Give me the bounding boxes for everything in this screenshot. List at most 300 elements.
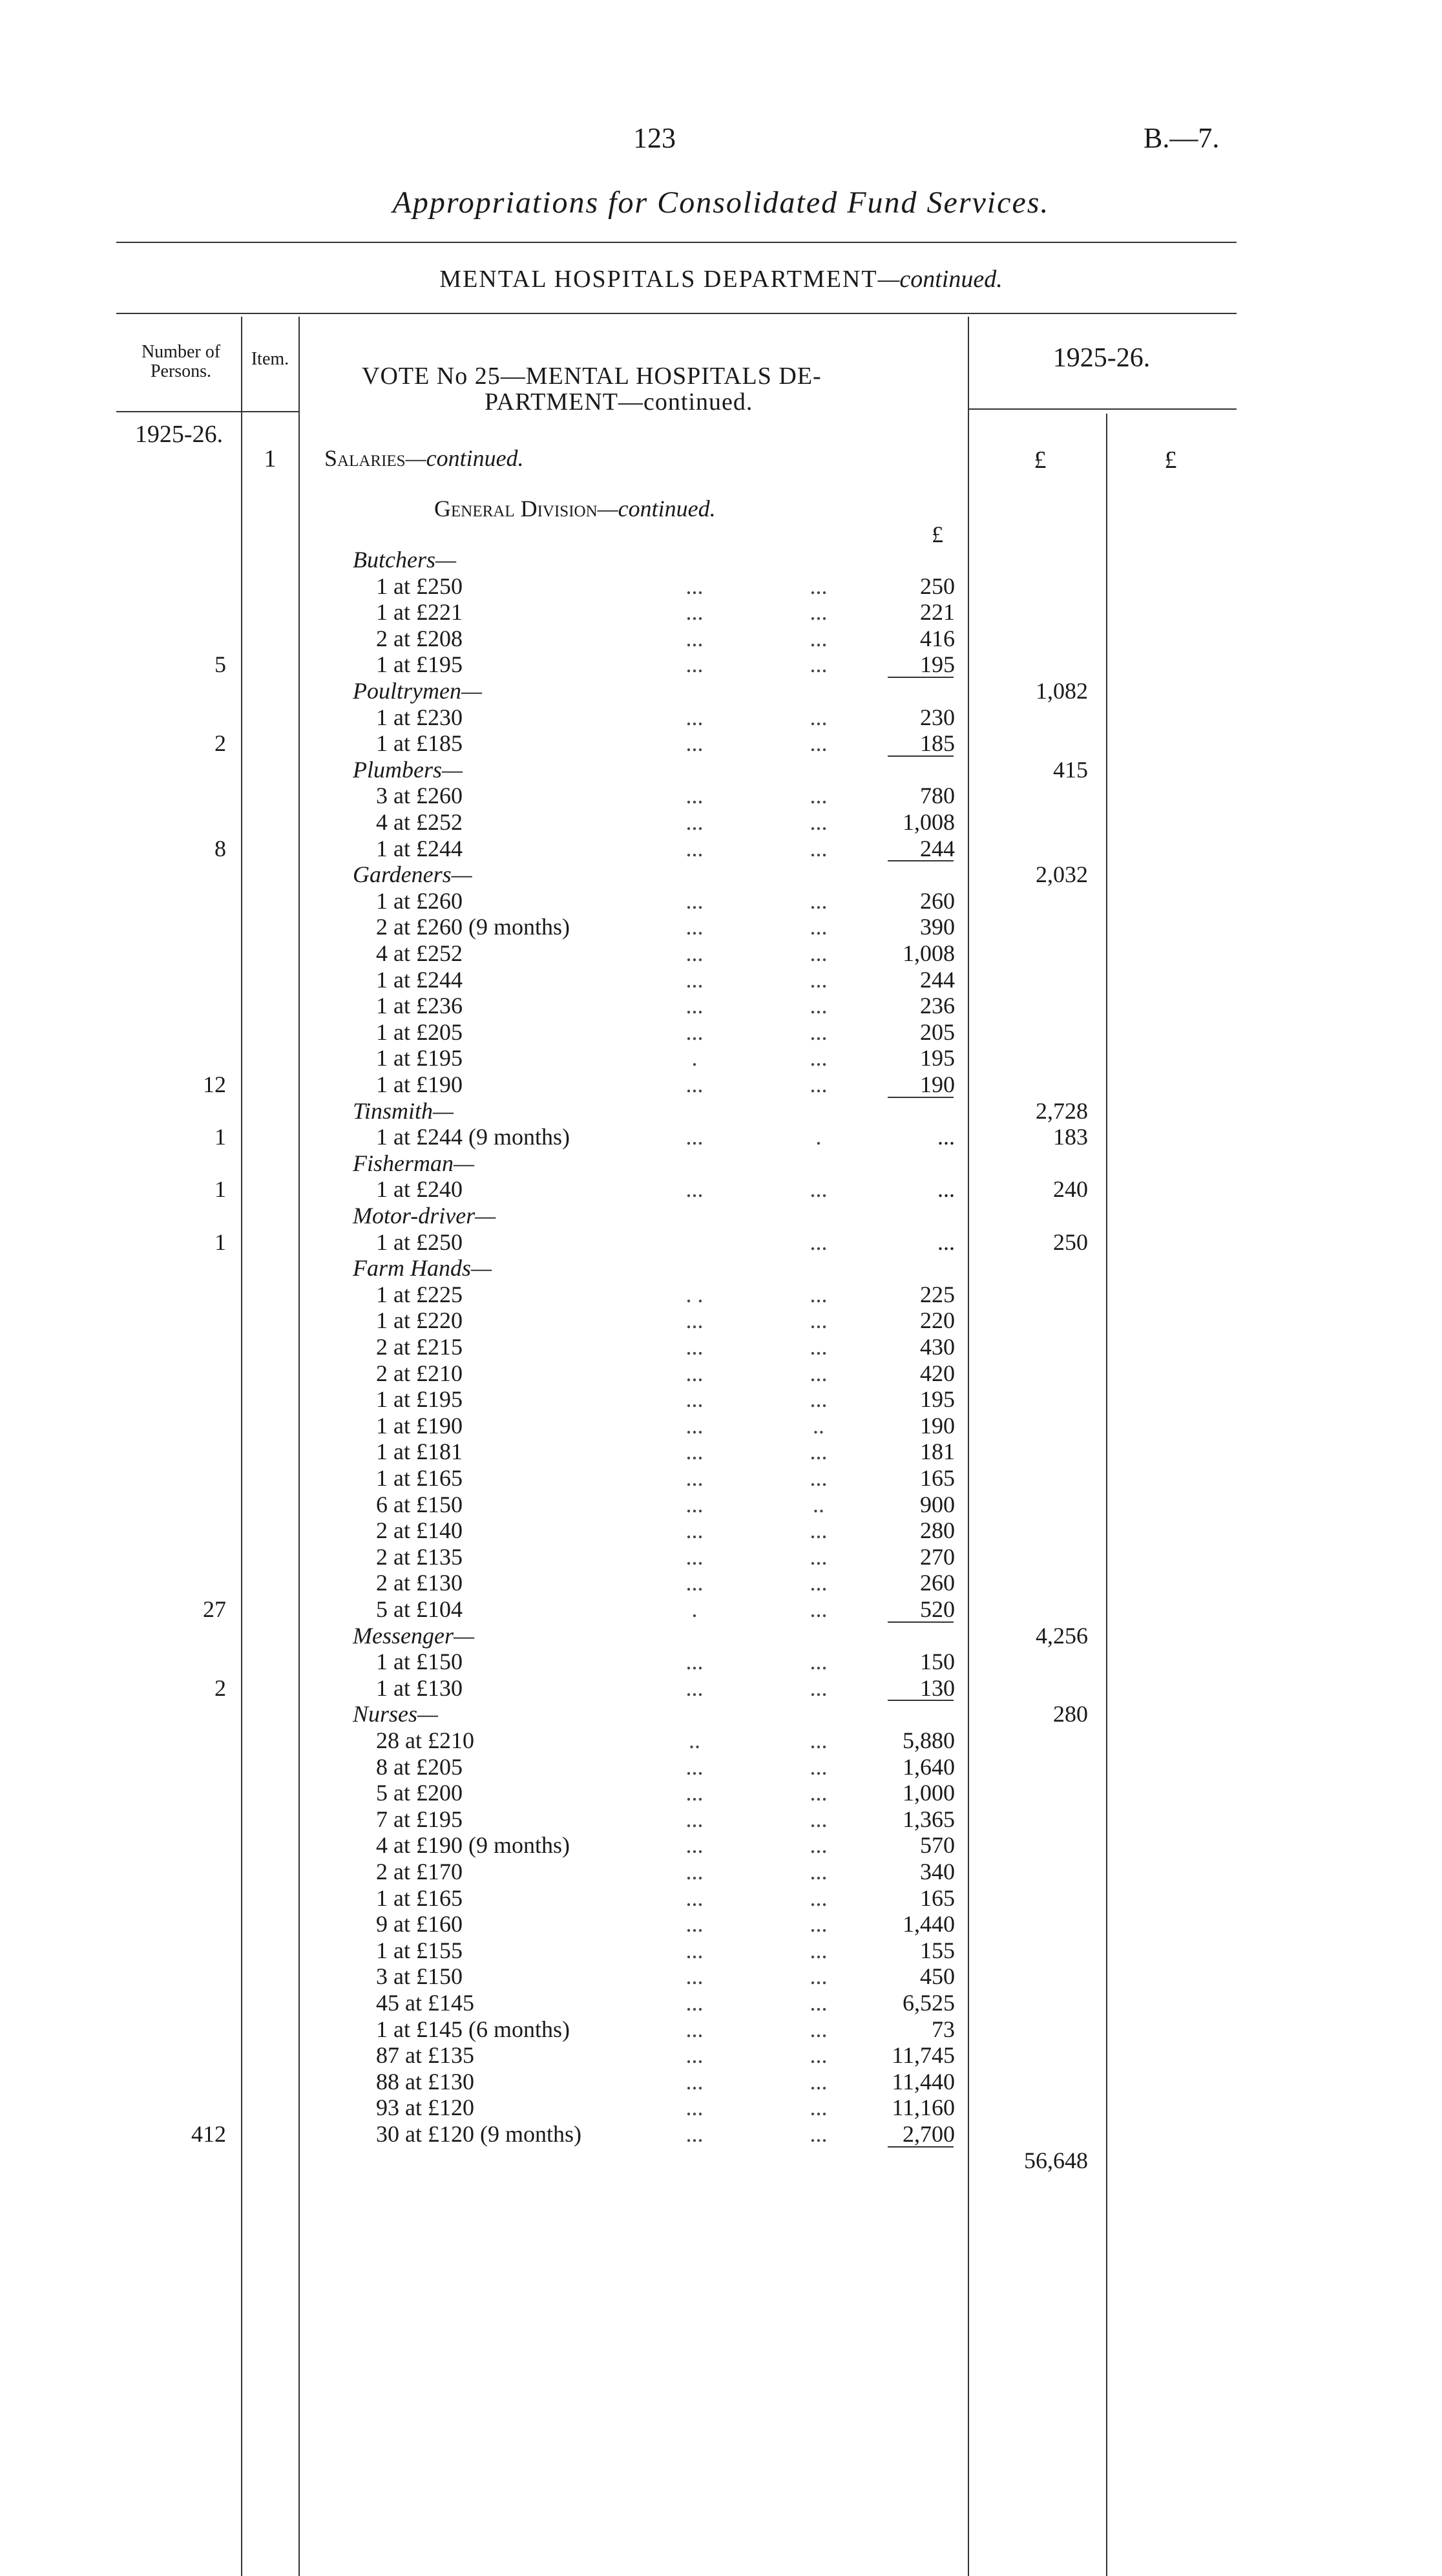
table-row [0,1832,1442,1858]
line-amount: 11,160 [892,2095,955,2121]
leader-dots: . [691,1596,698,1622]
leader-dots: ... [810,1334,828,1360]
leader-dots: ... [810,1963,828,1990]
rate-description: 87 at £135 [376,2042,474,2069]
line-amount: 270 [920,1543,955,1570]
table-row [0,1465,1442,1491]
leader-dots: ... [810,1753,828,1780]
table-row [0,1229,1442,1255]
persons-count: 1 [214,1229,226,1255]
item-heading: Item. [251,349,289,369]
rate-description: 2 at £260 (9 months) [376,914,570,940]
rate-description: 88 at £130 [376,2068,474,2095]
leader-dots: ... [810,1543,828,1570]
leader-dots: ... [685,1649,704,1675]
rate-description: 1 at £221 [376,599,463,626]
table-row [0,2069,1442,2095]
rate-description: 2 at £135 [376,1543,463,1570]
subtotal-rule [888,2146,954,2148]
group-total: 250 [1053,1229,1088,1255]
number-heading-rule [116,411,298,412]
line-amount: 195 [920,1386,955,1413]
rate-description: 30 at £120 (9 months) [376,2121,581,2147]
rate-description: 2 at £140 [376,1517,463,1544]
persons-count: 2 [214,730,226,757]
rate-description: 4 at £252 [376,940,463,966]
table-row [0,1072,1442,1097]
leader-dots: ... [685,1334,704,1360]
rate-description: 1 at £145 (6 months) [376,2016,570,2042]
leader-dots: ... [685,1360,704,1386]
leader-dots: ... [810,730,828,757]
pound-sign-column-1: £ [1034,447,1047,474]
line-amount: 1,000 [903,1780,955,1806]
leader-dots: ... [810,1386,828,1413]
table-row [0,1019,1442,1045]
leader-dots: ... [810,1045,828,1072]
table-row [0,1675,1442,1701]
table-row [0,1754,1442,1780]
rate-description: 93 at £120 [376,2095,474,2121]
rate-description: 1 at £205 [376,1019,463,1045]
salaries-label: Salaries [324,445,406,471]
leader-dots: ... [685,887,704,914]
line-amount: 416 [920,625,955,651]
rate-description: 1 at £165 [376,1884,463,1911]
line-amount: 1,008 [903,809,955,835]
group-total: 415 [1053,756,1088,783]
group-total: 56,648 [1024,2147,1088,2173]
line-amount: 225 [920,1281,955,1307]
rate-description: 9 at £160 [376,1911,463,1937]
leader-dots: ... [810,1911,828,1937]
table-row [0,730,1442,756]
leader-dots: ... [810,1806,828,1832]
rate-description: 1 at £185 [376,730,463,757]
table-row [0,1360,1442,1386]
table-row [0,547,1442,573]
rate-description: 4 at £190 (9 months) [376,1832,570,1859]
line-amount: 165 [920,1884,955,1911]
table-row [0,757,1442,783]
department-name: MENTAL HOSPITALS DEPARTMENT [439,266,878,293]
group-total: 4,256 [1036,1622,1088,1649]
table-row [0,1492,1442,1517]
leader-dots: ... [810,1176,828,1203]
leader-dots: ... [810,1884,828,1911]
leader-dots: ... [810,1307,828,1334]
table-row [0,573,1442,599]
table-row [0,809,1442,835]
group-total: 2,032 [1036,861,1088,888]
leader-dots: ... [685,1072,704,1097]
line-amount: 1,640 [903,1753,955,1780]
subtotal-rule [888,1700,954,1701]
leader-dots: ... [810,1465,828,1491]
leader-dots: .. [813,1491,824,1517]
line-amount: 130 [920,1674,955,1701]
category-heading: Nurses— [353,1701,439,1727]
persons-count: 412 [191,2121,226,2147]
page-number: 123 [633,122,676,154]
line-amount: 11,440 [892,2068,955,2095]
line-amount: 150 [920,1649,955,1675]
persons-count: 8 [214,835,226,861]
table-row [0,2095,1442,2120]
leader-dots: . . [685,1281,704,1307]
rate-description: 1 at £195 [376,651,463,678]
line-amount: 520 [920,1596,955,1622]
table-row [0,678,1442,704]
line-amount: 450 [920,1963,955,1990]
rate-description: 1 at £250 [376,573,463,599]
leader-dots: ... [685,2016,704,2042]
leader-dots: ... [810,651,828,678]
table-row [0,2148,1442,2173]
line-amount: 221 [920,599,955,626]
line-amount: 155 [920,1937,955,1963]
persons-count: 27 [203,1596,226,1622]
table-row [0,888,1442,914]
number-of-persons-heading: Number of Persons. [141,342,221,381]
leader-dots: ... [810,940,828,966]
rate-description: 7 at £195 [376,1806,463,1832]
leader-dots: ... [685,1570,704,1596]
leader-dots: . [815,1124,822,1150]
leader-dots: ... [685,1990,704,2016]
subtotal-rule [888,677,954,678]
table-row [0,1176,1442,1202]
leader-dots: ... [810,2095,828,2121]
category-heading: Plumbers— [353,756,463,783]
table-row [0,1544,1442,1570]
table-row [0,1045,1442,1071]
category-heading: Messenger— [353,1622,474,1649]
line-amount: 195 [920,1045,955,1072]
rate-description: 1 at £165 [376,1465,463,1491]
leader-dots: ... [810,1649,828,1675]
leader-dots: ... [685,2121,704,2147]
rate-description: 1 at £130 [376,1674,463,1701]
leader-dots: ... [810,2121,828,2147]
leader-dots: ... [685,704,704,730]
line-amount: 1,365 [903,1806,955,1832]
rate-description: 4 at £252 [376,809,463,835]
pound-sign-column-2: £ [1164,447,1177,474]
rate-description: 1 at £236 [376,993,463,1019]
rate-description: 1 at £181 [376,1439,463,1465]
table-row [0,783,1442,808]
group-total: 183 [1053,1124,1088,1150]
line-amount: 340 [920,1859,955,1884]
line-amount: 430 [920,1334,955,1360]
rate-description: 6 at £150 [376,1491,463,1517]
leader-dots: ... [685,1963,704,1990]
rate-description: 1 at £244 [376,966,463,993]
table-row [0,1334,1442,1360]
table-row [0,1701,1442,1727]
line-amount: 230 [920,704,955,730]
salaries-heading [324,445,524,472]
table-row [0,914,1442,940]
table-row [0,1859,1442,1884]
table-row [0,1124,1442,1150]
line-amount: 2,700 [903,2121,955,2147]
leader-dots: ... [685,914,704,940]
table-row [0,1203,1442,1229]
line-amount: 165 [920,1465,955,1491]
document-reference: B.—7. [1144,122,1220,154]
leader-dots: ... [685,2095,704,2121]
title-rule [116,242,1237,243]
persons-count: 12 [203,1072,226,1097]
subtotal-rule [888,755,954,757]
division-label: General Division [434,496,598,522]
year-heading: 1925-26. [1052,343,1151,373]
category-heading: Motor-driver— [353,1203,496,1229]
rate-description: 1 at £260 [376,887,463,914]
year-heading-rule [969,408,1237,410]
leader-dots: ... [685,1859,704,1884]
leader-dots: ... [810,573,828,599]
salaries-suffix: —continued. [405,445,524,471]
line-amount: ... [937,1176,955,1203]
leader-dots: ... [810,1674,828,1701]
table-row [0,626,1442,651]
leader-dots: ... [685,809,704,835]
table-row [0,2121,1442,2147]
leader-dots: .. [813,1412,824,1439]
leader-dots: ... [685,1019,704,1045]
category-heading: Gardeners— [353,861,472,888]
line-amount: 205 [920,1019,955,1045]
line-amount: 73 [932,2016,955,2042]
table-top-rule [116,313,1237,314]
persons-count: 5 [214,651,226,678]
page-title: Appropriations for Consolidated Fund Services. [392,185,1050,220]
table-row [0,1806,1442,1832]
rate-description: 1 at £240 [376,1176,463,1203]
leader-dots: ... [810,625,828,651]
general-division-heading [434,495,716,522]
leader-dots: ... [685,1465,704,1491]
line-amount: 195 [920,651,955,678]
rate-description: 1 at £250 [376,1229,463,1255]
line-amount: 250 [920,573,955,599]
rate-description: 2 at £170 [376,1859,463,1884]
leader-dots: ... [810,1990,828,2016]
table-row [0,651,1442,677]
category-heading: Tinsmith— [353,1097,454,1124]
leader-dots: ... [685,1307,704,1334]
leader-dots: ... [810,2016,828,2042]
leader-dots: ... [685,625,704,651]
year-left-label: 1925-26. [134,421,224,448]
leader-dots: ... [685,1517,704,1544]
item-number: 1 [264,445,277,472]
leader-dots: ... [810,966,828,993]
table-row [0,599,1442,625]
table-row [0,1623,1442,1649]
leader-dots: ... [810,835,828,861]
leader-dots: ... [685,993,704,1019]
rate-description: 8 at £205 [376,1753,463,1780]
line-amount: 900 [920,1491,955,1517]
table-row [0,1098,1442,1124]
leader-dots: ... [685,2068,704,2095]
table-row [0,704,1442,730]
leader-dots: ... [810,1281,828,1307]
leader-dots: ... [685,1543,704,1570]
rate-description: 5 at £104 [376,1596,463,1622]
leader-dots: ... [810,887,828,914]
department-heading [0,265,1442,293]
leader-dots: ... [810,1859,828,1884]
leader-dots: ... [685,1911,704,1937]
leader-dots: ... [810,783,828,809]
leader-dots: ... [685,1806,704,1832]
line-amount: 280 [920,1517,955,1544]
line-amount: 190 [920,1412,955,1439]
line-amount: 181 [920,1439,955,1465]
rate-description: 1 at £244 [376,835,463,861]
leader-dots: ... [685,1937,704,1963]
leader-dots: ... [810,599,828,626]
table-row [0,1255,1442,1281]
leader-dots: ... [685,1439,704,1465]
leader-dots: ... [685,599,704,626]
table-row [0,1413,1442,1439]
rate-description: 1 at £155 [376,1937,463,1963]
leader-dots: ... [810,1439,828,1465]
subtotal-rule [888,1621,954,1623]
leader-dots: ... [685,1386,704,1413]
table-row [0,1885,1442,1911]
leader-dots: ... [810,704,828,730]
line-amount: 780 [920,783,955,809]
table-row [0,940,1442,966]
table-row [0,1963,1442,1989]
leader-dots: ... [810,2068,828,2095]
leader-dots: ... [810,993,828,1019]
line-amount: 244 [920,966,955,993]
leader-dots: ... [810,1937,828,1963]
rate-description: 2 at £208 [376,625,463,651]
leader-dots: ... [810,1019,828,1045]
department-suffix: —continued. [877,266,1003,293]
leader-dots: ... [685,783,704,809]
line-amount: 420 [920,1360,955,1386]
category-heading: Poultrymen— [353,678,482,704]
rate-description: 28 at £210 [376,1727,474,1753]
leader-dots: ... [685,966,704,993]
leader-dots: ... [685,1753,704,1780]
line-amount: 220 [920,1307,955,1334]
group-total: 2,728 [1036,1097,1088,1124]
leader-dots: ... [685,1780,704,1806]
leader-dots: ... [685,730,704,757]
rate-description: 3 at £150 [376,1963,463,1990]
persons-count: 2 [214,1674,226,1701]
table-row [0,1727,1442,1753]
table-row [0,1990,1442,2016]
leader-dots: ... [810,1727,828,1753]
table-row [0,1570,1442,1596]
rate-description: 2 at £215 [376,1334,463,1360]
table-row [0,1439,1442,1464]
line-amount: 1,008 [903,940,955,966]
line-amount: 236 [920,993,955,1019]
leader-dots: ... [810,914,828,940]
rate-description: 3 at £260 [376,783,463,809]
table-row [0,836,1442,861]
rate-description: 5 at £200 [376,1780,463,1806]
rate-description: 2 at £210 [376,1360,463,1386]
rate-description: 1 at £150 [376,1649,463,1675]
subtotal-rule [888,860,954,861]
table-row [0,1649,1442,1674]
line-amount: 260 [920,887,955,914]
table-row [0,1517,1442,1543]
table-row [0,1282,1442,1307]
line-amount: 244 [920,835,955,861]
line-amount: ... [937,1229,955,1255]
leader-dots: ... [685,1832,704,1859]
table-row [0,1780,1442,1806]
leader-dots: ... [810,809,828,835]
table-row [0,1596,1442,1622]
group-total: 240 [1053,1176,1088,1203]
leader-dots: ... [810,1517,828,1544]
line-amount: ... [937,1124,955,1150]
leader-dots: ... [685,1412,704,1439]
line-amount: 260 [920,1570,955,1596]
leader-dots: ... [685,651,704,678]
rate-description: 1 at £230 [376,704,463,730]
line-amount: 190 [920,1072,955,1097]
category-heading: Butchers— [353,547,456,573]
group-total: 1,082 [1036,678,1088,704]
table-row [0,2042,1442,2068]
leader-dots: ... [685,1884,704,1911]
line-amount: 1,440 [903,1911,955,1937]
rate-description: 1 at £190 [376,1412,463,1439]
vote-title-line-2: PARTMENT—continued. [485,388,753,416]
rate-description: 1 at £195 [376,1045,463,1072]
category-heading: Fisherman— [353,1150,474,1176]
line-amount: 185 [920,730,955,757]
leader-dots: ... [810,2042,828,2069]
leader-dots: ... [685,1674,704,1701]
table-row [0,967,1442,993]
persons-count: 1 [214,1176,226,1203]
line-amount: 6,525 [903,1990,955,2016]
category-heading: Farm Hands— [353,1255,492,1282]
persons-count: 1 [214,1124,226,1150]
leader-dots: ... [685,1491,704,1517]
table-row [0,1307,1442,1333]
vote-title-line-1: VOTE No 25—MENTAL HOSPITALS DE- [362,363,822,390]
leader-dots: ... [810,1780,828,1806]
rate-description: 1 at £190 [376,1072,463,1097]
table-row [0,1911,1442,1937]
rate-description: 2 at £130 [376,1570,463,1596]
table-row [0,1150,1442,1176]
line-amount: 570 [920,1832,955,1859]
leader-dots: ... [810,1229,828,1255]
rate-description: 1 at £225 [376,1281,463,1307]
table-row [0,2016,1442,2042]
